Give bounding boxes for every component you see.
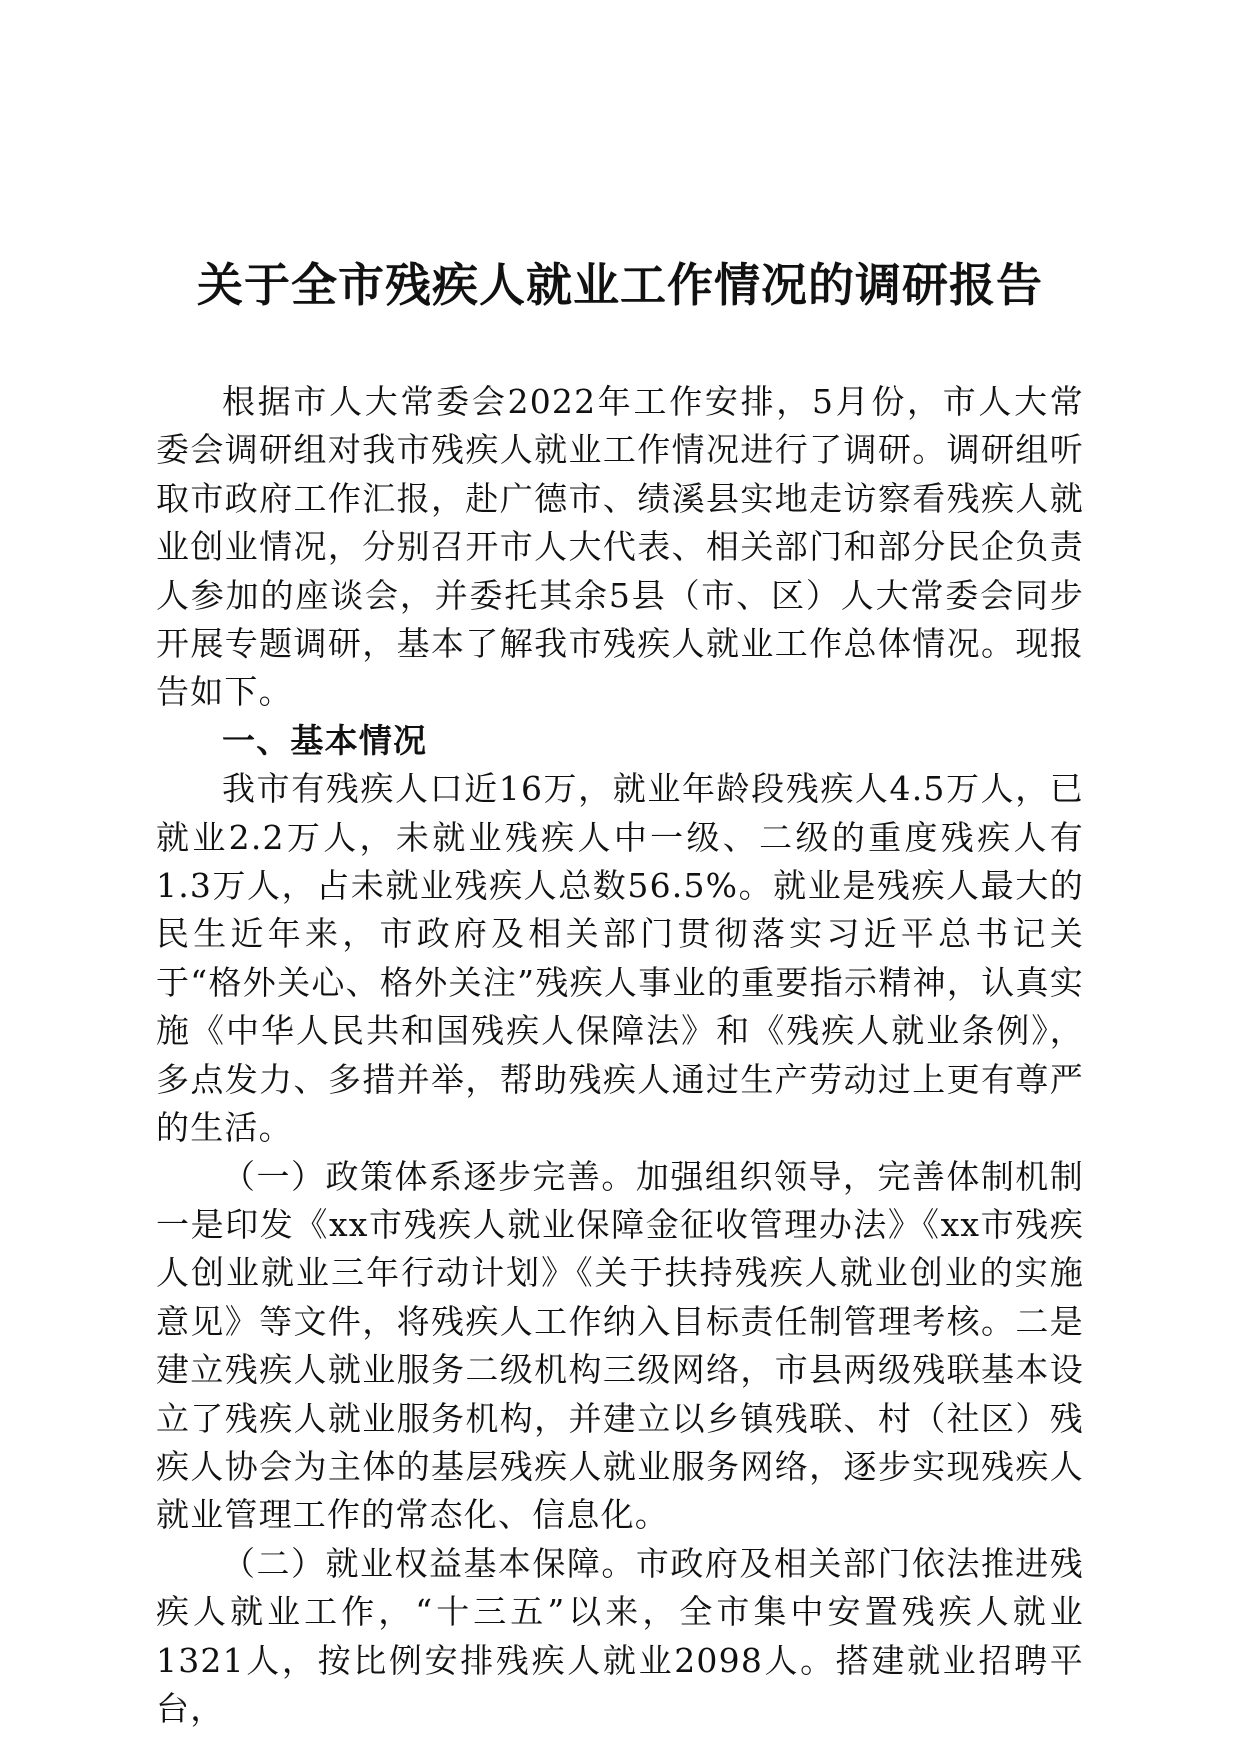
- section-heading-basic-situation: 一、基本情况: [222, 720, 428, 760]
- basic-situation-paragraph: 我市有残疾人口近16万，就业年龄段残疾人4.5万人，已就业2.2万人，未就业残疾人中一级、二级的重度残疾人有1.3万人，占未就业残疾人总数56.5%。就业是残疾人最大的民生近年来，市政府及相关部门贯彻落实习近平总书记关于“格外关心、格外关注”残疾人事业的重要指示精神，认真实施《中华人民共和国残疾人保障法》和《残疾人就业条例》，多点发力、多措并举，帮助残疾人通过生产劳动过上更有尊严的生活。: [156, 769, 1084, 1148]
- document-title: 关于全市残疾人就业工作情况的调研报告: [197, 258, 1043, 312]
- employment-rights-paragraph: （二）就业权益基本保障。市政府及相关部门依法推进残疾人就业工作，“十三五”以来，全市集中安置残疾人就业1321人，按比例安排残疾人就业2098人。搭建就业招聘平台，: [156, 1543, 1084, 1728]
- intro-paragraph: 根据市人大常委会2022年工作安排，5月份，市人大常委会调研组对我市残疾人就业工作情况进行了调研。调研组听取市政府工作汇报，赴广德市、绩溪县实地走访察看残疾人就业创业情况，分别召开市人大代表、相关部门和部分民企负责人参加的座谈会，并委托其余5县（市、区）人大常委会同步开展专题调研，基本了解我市残疾人就业工作总体情况。现报告如下。: [156, 382, 1084, 712]
- document-body: [156, 378, 1084, 1733]
- policy-system-paragraph: （一）政策体系逐步完善。加强组织领导，完善体制机制一是印发《xx市残疾人就业保障金征收管理办法》《xx市残疾人创业就业三年行动计划》《关于扶持残疾人就业创业的实施意见》等文件，将残疾人工作纳入目标责任制管理考核。二是建立残疾人就业服务二级机构三级网络，市县两级残联基本设立了残疾人就业服务机构，并建立以乡镇残联、村（社区）残疾人协会为主体的基层残疾人就业服务网络，逐步实现残疾人就业管理工作的常态化、信息化。: [156, 1156, 1084, 1535]
